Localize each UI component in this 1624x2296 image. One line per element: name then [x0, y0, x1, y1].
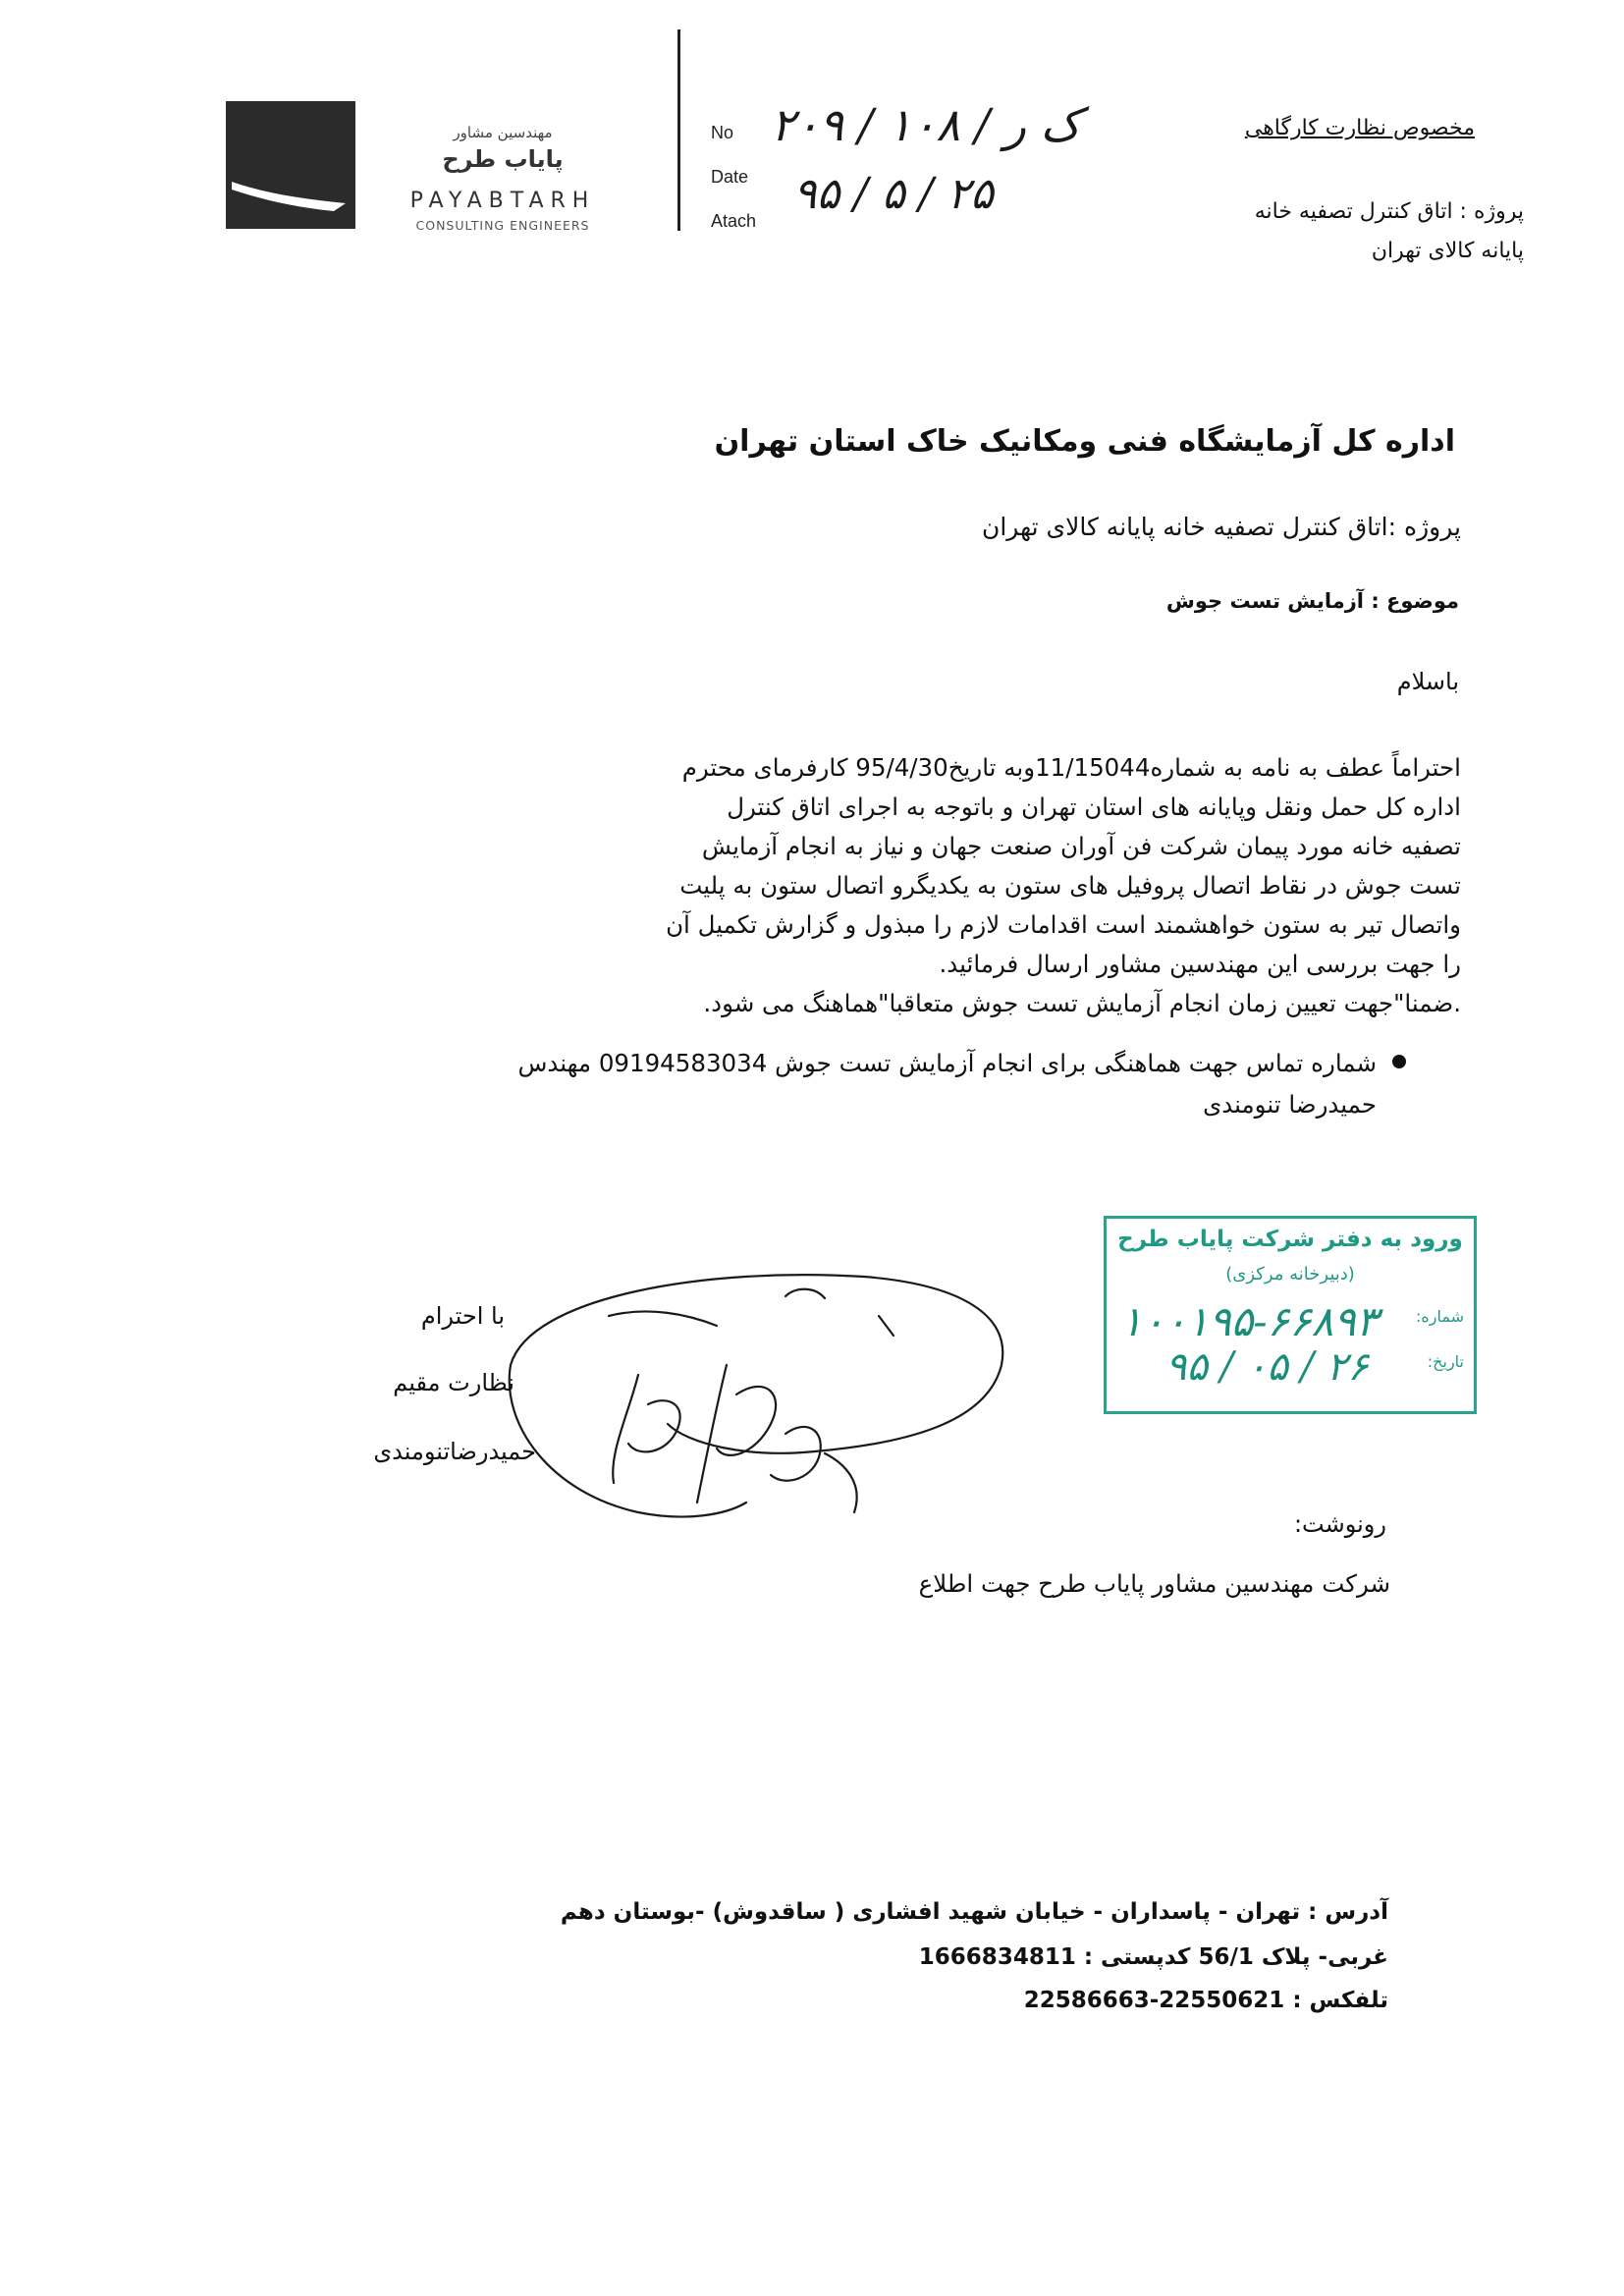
- signer-role: نظارت مقیم: [393, 1369, 514, 1396]
- stamp-title: ورود به دفتر شرکت پایاب طرح: [1117, 1227, 1463, 1252]
- header-project-block: [982, 192, 1524, 271]
- stamp-date-label: تاریخ:: [1427, 1352, 1464, 1371]
- closing-regards: با احترام: [420, 1302, 505, 1330]
- addressee: اداره کل آزمایشگاه فنی ومکانیک خاک استان تهران: [714, 424, 1455, 459]
- attachment-label: Atach: [711, 211, 757, 231]
- logo-english-name: PAYABTARH: [409, 189, 596, 213]
- greeting: باسلام: [1396, 668, 1459, 695]
- letter-body: [157, 748, 1461, 1023]
- header-project-line1: پروژه : اتاق کنترل تصفیه خانه: [1254, 199, 1524, 224]
- contact-line2: حمیدرضا تنومندی: [1203, 1090, 1377, 1119]
- body-line: تست جوش در نقاط اتصال پروفیل های ستون به یکدیگرو اتصال ستون به پلیت: [679, 871, 1461, 900]
- handwritten-signature: [491, 1257, 1021, 1552]
- contact-line1: شماره تماس جهت هماهنگی برای انجام آزمایش تست جوش 09194583034 مهندس: [517, 1049, 1377, 1077]
- body-line: تصفیه خانه مورد پیمان شرکت فن آوران صنعت جهان و نیاز به انجام آزمایش: [701, 832, 1461, 860]
- cc-label: رونوشت:: [1293, 1510, 1386, 1538]
- number-label: No: [711, 123, 734, 142]
- payabtarh-logo-mark: [226, 101, 355, 229]
- logo-persian-subtitle: مهندسین مشاور: [453, 124, 553, 141]
- receipt-stamp: [1104, 1216, 1477, 1414]
- stamp-date-value: ۹۵ / ۰۵ / ۲۶: [1165, 1344, 1369, 1390]
- stamp-number-value: ۱۰۰۱۹۵-۶۶۸۹۳: [1120, 1297, 1379, 1345]
- subject-line: موضوع : آزمایش تست جوش: [1165, 589, 1459, 613]
- body-line: واتصال تیر به ستون خواهشمند است اقدامات لازم را مبذول و گزارش تکمیل آن: [666, 910, 1461, 939]
- handwritten-letter-date: ۹۵ / ۵ / ۲۵: [793, 169, 994, 219]
- body-line: احتراماً عطف به نامه به شماره11/15044وبه تاریخ95/4/30 کارفرمای محترم: [681, 753, 1461, 782]
- stamp-subtitle: (دبیرخانه مرکزی): [1225, 1264, 1355, 1285]
- body-line: را جهت بررسی این مهندسین مشاور ارسال فرمائید.: [939, 950, 1461, 978]
- body-line: .ضمنا"جهت تعیین زمان انجام آزمایش تست جوش متعاقبا"هماهنگ می شود.: [703, 989, 1461, 1017]
- cc-recipient: شرکت مهندسین مشاور پایاب طرح جهت اطلاع: [918, 1569, 1390, 1598]
- contact-bullet: [167, 1043, 1377, 1125]
- date-label: Date: [711, 167, 749, 187]
- bullet-icon: [1392, 1055, 1406, 1068]
- stamp-number-label: شماره:: [1415, 1307, 1464, 1326]
- address-line: آدرس : تهران - پاسداران - خیابان شهید افشاری ( ساقدوش) -بوستان دهم: [560, 1899, 1388, 1925]
- logo-persian-name: پایاب طرح: [442, 145, 564, 173]
- logo-english-subtitle: CONSULTING ENGINEERS: [415, 218, 590, 233]
- supervision-title: [1070, 116, 1475, 140]
- header-divider: [677, 29, 680, 231]
- header-project-line2: پایانه کالای تهران: [1371, 239, 1524, 263]
- project-line: پروژه :اتاق کنترل تصفیه خانه پایانه کالای تهران: [981, 513, 1461, 541]
- supervision-title-text: مخصوص نظارت کارگاهی: [1244, 116, 1475, 140]
- body-line: اداره کل حمل ونقل وپایانه های استان تهران و باتوجه به اجرای اتاق کنترل: [727, 793, 1461, 821]
- handwritten-letter-number: ۲۰۹ / ک ر / ۱۰۸: [771, 98, 1081, 151]
- address-line: غربی- پلاک 56/1 کدپستی : 1666834811: [918, 1944, 1388, 1970]
- signer-name: حمیدرضاتنومندی: [373, 1438, 536, 1465]
- phone-fax-line: تلفکس : 22550621-22586663: [1023, 1988, 1388, 2013]
